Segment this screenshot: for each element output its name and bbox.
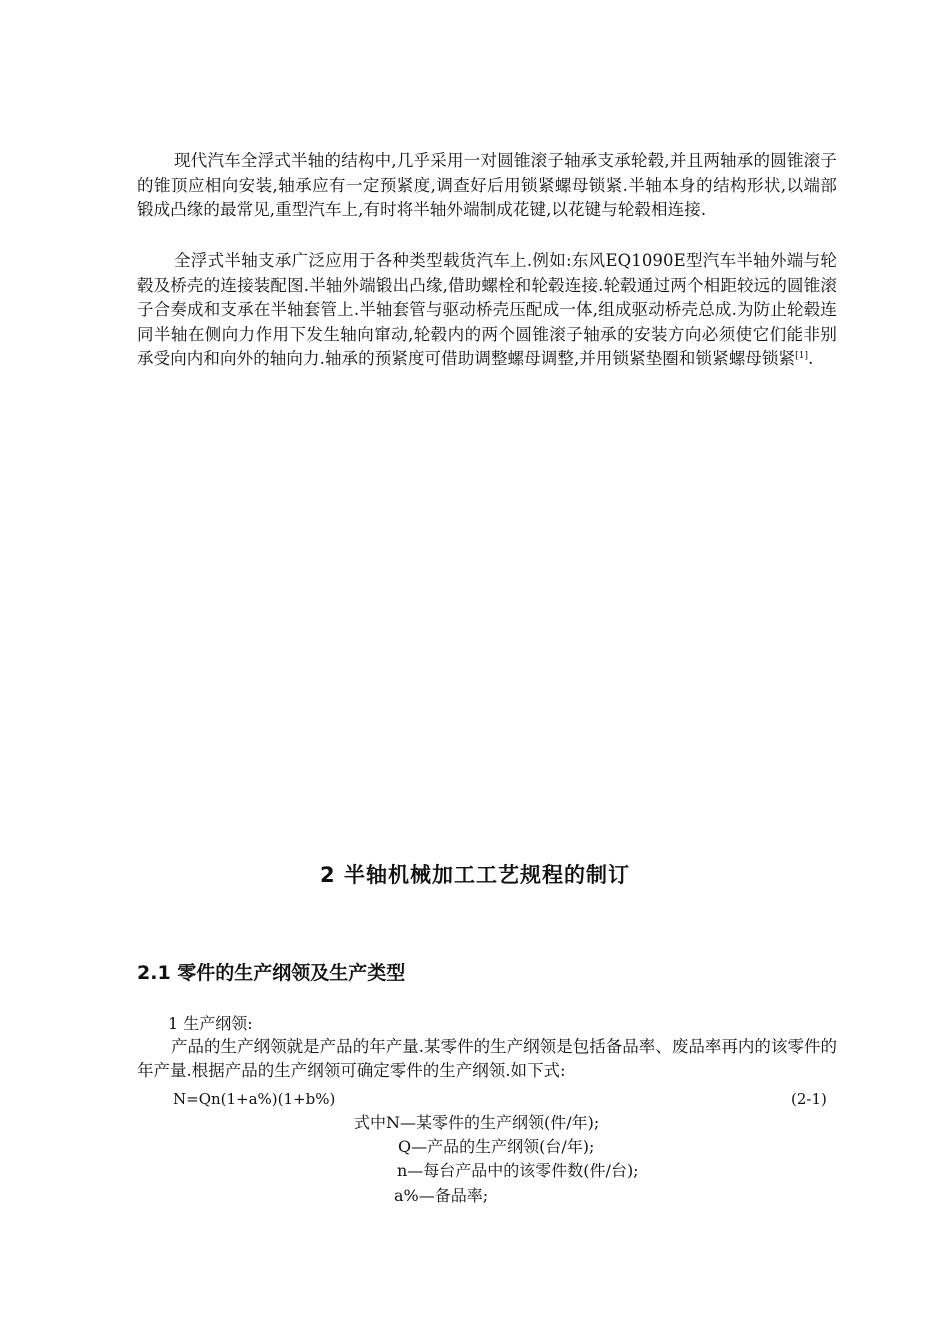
paragraph-full-floating-axle-structure: 现代汽车全浮式半轴的结构中,几乎采用一对圆锥滚子轴承支承轮毂,并且两轴承的圆锥滚子的锥顶应相向安装,轴承应有一定预紧度,调查好后用锁紧螺母锁紧.半轴本身的结构形状,以端部锻成凸缘的最常见,重型汽车上,有时将半轴外端制成花键,以花键与轮毂相连接. [137,151,837,219]
paragraph-end-punctuation: . [808,349,814,368]
section-title: 2.1 零件的生产纲领及生产类型 [137,962,406,984]
chapter-title: 2 半轴机械加工工艺规程的制订 [320,863,630,887]
citation-reference: [1] [795,351,809,361]
formula-definition: a%—备品率; [394,1186,489,1205]
formula: N=Qn(1+a%)(1+b%) [173,1090,336,1108]
paragraph-full-floating-axle-application [137,249,837,372]
formula-definition: Q—产品的生产纲领(台/年); [398,1137,595,1156]
paragraph-production-program: 产品的生产纲领就是产品的年产量.某零件的生产纲领是包括备品率、废品率再内的该零件的年产量.根据产品的生产纲领可确定零件的生产纲领.如下式: [137,1037,837,1080]
list-item-production-program: 1 生产纲领: [168,1014,253,1033]
formula-definition: n—每台产品中的该零件数(件/台); [397,1161,639,1180]
formula-number: (2-1) [791,1090,827,1108]
formula-definition: 式中N—某零件的生产纲领(件/年); [354,1113,600,1132]
paragraph-text: 全浮式半轴支承广泛应用于各种类型载货汽车上.例如:东风EQ1090E型汽车半轴外端与轮毂及桥壳的连接装配图.半轴外端锻出凸缘,借助螺栓和轮毂连接.轮毂通过两个相距较远的圆锥滚子合奏成和支承在半轴套管上.半轴套管与驱动桥壳压配成一体,组成驱动桥壳总成.为防止轮毂连同半轴在侧向力作用下发生轴向窜动,轮毂内的两个圆锥滚子轴承的安装方向必须使它们能非别承受向内和向外的轴向力.轴承的预紧度可借助调整螺母调整,并用锁紧垫圈和锁紧螺母锁紧 [137,251,837,368]
